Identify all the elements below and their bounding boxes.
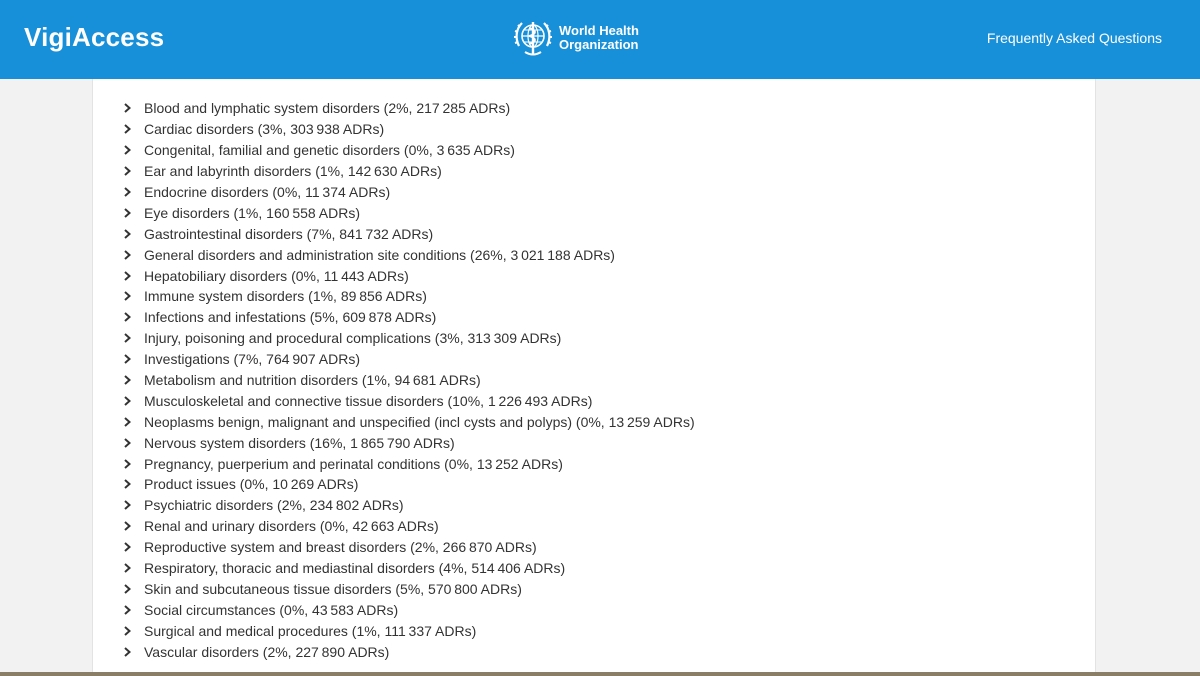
chevron-right-icon[interactable]: [120, 479, 144, 489]
organ-class-item[interactable]: [120, 370, 695, 391]
organ-class-label: Psychiatric disorders (2%, 234 802 ADRs): [144, 497, 404, 514]
organ-class-item[interactable]: [120, 453, 695, 474]
chevron-right-icon[interactable]: [120, 250, 144, 260]
chevron-right-icon[interactable]: [120, 542, 144, 552]
brand-logo-link[interactable]: VigiAccess: [24, 22, 165, 52]
chevron-right-icon[interactable]: [120, 354, 144, 364]
chevron-right-icon[interactable]: [120, 647, 144, 657]
organ-class-label: Skin and subcutaneous tissue disorders (5%, 570 800 ADRs): [144, 580, 522, 597]
chevron-right-icon[interactable]: [120, 626, 144, 636]
organ-class-item[interactable]: [120, 182, 695, 203]
chevron-right-icon[interactable]: [120, 124, 144, 134]
organ-class-item[interactable]: [120, 286, 695, 307]
chevron-right-icon[interactable]: [120, 333, 144, 343]
organ-class-item[interactable]: [120, 244, 695, 265]
organ-class-label: Metabolism and nutrition disorders (1%, 94 681 ADRs): [144, 372, 481, 389]
chevron-right-icon[interactable]: [120, 417, 144, 427]
chevron-right-icon[interactable]: [120, 438, 144, 448]
organ-class-item[interactable]: [120, 620, 695, 641]
chevron-right-icon[interactable]: [120, 145, 144, 155]
chevron-right-icon[interactable]: [120, 459, 144, 469]
organ-class-item[interactable]: [120, 307, 695, 328]
organ-class-label: Gastrointestinal disorders (7%, 841 732 ADRs): [144, 225, 434, 242]
chevron-right-icon[interactable]: [120, 187, 144, 197]
organ-class-label: Immune system disorders (1%, 89 856 ADRs): [144, 288, 427, 305]
organ-class-item[interactable]: [120, 202, 695, 223]
faq-link[interactable]: Frequently Asked Questions: [986, 30, 1162, 46]
chevron-right-icon[interactable]: [120, 584, 144, 594]
organ-class-item[interactable]: [120, 558, 695, 579]
organ-class-label: General disorders and administration site conditions (26%, 3 021 188 ADRs): [144, 246, 615, 263]
chevron-right-icon[interactable]: [120, 396, 144, 406]
who-logo[interactable]: [511, 16, 639, 60]
organ-class-item[interactable]: [120, 578, 695, 599]
organ-class-item[interactable]: [120, 349, 695, 370]
organ-class-label: Neoplasms benign, malignant and unspecified (incl cysts and polyps) (0%, 13 259 ADRs): [144, 413, 695, 430]
organ-class-item[interactable]: [120, 98, 695, 119]
organ-class-label: Eye disorders (1%, 160 558 ADRs): [144, 204, 361, 221]
organ-class-label: Ear and labyrinth disorders (1%, 142 630 ADRs): [144, 163, 442, 180]
organ-class-label: Infections and infestations (5%, 609 878 ADRs): [144, 309, 437, 326]
bottom-edge: [0, 672, 1200, 676]
organ-class-label: Pregnancy, puerperium and perinatal conditions (0%, 13 252 ADRs): [144, 455, 563, 472]
organ-class-item[interactable]: [120, 537, 695, 558]
organ-class-item[interactable]: [120, 223, 695, 244]
top-header: [0, 0, 1200, 79]
chevron-right-icon[interactable]: [120, 500, 144, 510]
organ-class-label: Investigations (7%, 764 907 ADRs): [144, 351, 361, 368]
organ-class-item[interactable]: [120, 411, 695, 432]
organ-class-list: [120, 98, 695, 662]
chevron-right-icon[interactable]: [120, 229, 144, 239]
organ-class-label: Musculoskeletal and connective tissue disorders (10%, 1 226 493 ADRs): [144, 392, 593, 409]
organ-class-label: Surgical and medical procedures (1%, 111 337 ADRs): [144, 622, 477, 639]
chevron-right-icon[interactable]: [120, 166, 144, 176]
organ-class-item[interactable]: [120, 140, 695, 161]
organ-class-item[interactable]: [120, 599, 695, 620]
organ-class-label: Product issues (0%, 10 269 ADRs): [144, 476, 359, 493]
chevron-right-icon[interactable]: [120, 605, 144, 615]
organ-class-label: Blood and lymphatic system disorders (2%, 217 285 ADRs): [144, 100, 511, 117]
organ-class-item[interactable]: [120, 390, 695, 411]
who-emblem-icon: [511, 16, 555, 60]
chevron-right-icon[interactable]: [120, 521, 144, 531]
who-logo-text: [559, 24, 639, 52]
chevron-right-icon[interactable]: [120, 271, 144, 281]
who-logo-line2: Organization: [559, 37, 639, 52]
organ-class-label: Reproductive system and breast disorders (2%, 266 870 ADRs): [144, 539, 537, 556]
chevron-right-icon[interactable]: [120, 312, 144, 322]
chevron-right-icon[interactable]: [120, 103, 144, 113]
chevron-right-icon[interactable]: [120, 563, 144, 573]
chevron-right-icon[interactable]: [120, 375, 144, 385]
organ-class-label: Vascular disorders (2%, 227 890 ADRs): [144, 643, 390, 660]
organ-class-label: Nervous system disorders (16%, 1 865 790 ADRs): [144, 434, 455, 451]
organ-class-label: Social circumstances (0%, 43 583 ADRs): [144, 601, 399, 618]
organ-class-label: Injury, poisoning and procedural complications (3%, 313 309 ADRs): [144, 330, 562, 347]
organ-class-item[interactable]: [120, 495, 695, 516]
organ-class-label: Endocrine disorders (0%, 11 374 ADRs): [144, 184, 391, 200]
organ-class-item[interactable]: [120, 516, 695, 537]
organ-class-label: Renal and urinary disorders (0%, 42 663 ADRs): [144, 518, 439, 535]
organ-class-label: Congenital, familial and genetic disorders (0%, 3 635 ADRs): [144, 142, 515, 159]
organ-class-item[interactable]: [120, 641, 695, 662]
organ-class-item[interactable]: [120, 474, 695, 495]
organ-class-item[interactable]: [120, 265, 695, 286]
organ-class-label: Cardiac disorders (3%, 303 938 ADRs): [144, 121, 385, 138]
who-logo-line1: World Health: [559, 23, 639, 38]
organ-class-item[interactable]: [120, 432, 695, 453]
organ-class-label: Hepatobiliary disorders (0%, 11 443 ADRs): [144, 267, 409, 284]
organ-class-label: Respiratory, thoracic and mediastinal disorders (4%, 514 406 ADRs): [144, 560, 566, 577]
chevron-right-icon[interactable]: [120, 291, 144, 301]
organ-class-item[interactable]: [120, 119, 695, 140]
organ-class-item[interactable]: [120, 328, 695, 349]
organ-class-item[interactable]: [120, 161, 695, 182]
chevron-right-icon[interactable]: [120, 208, 144, 218]
